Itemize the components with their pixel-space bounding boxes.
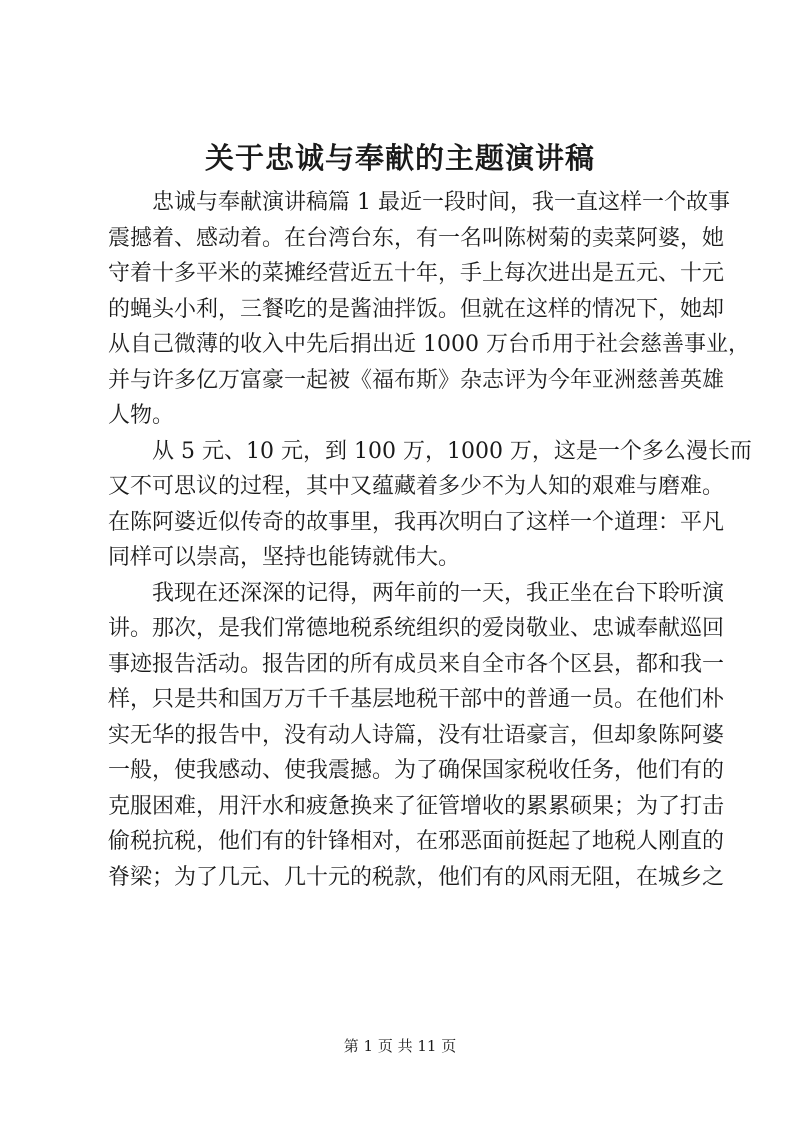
page-footer: 第 1 页 共 11 页 [343, 1037, 457, 1055]
text-line: 守着十多平米的菜摊经营近五十年，手上每次进出是五元、十元 [108, 261, 725, 286]
text-line: 忠诚与奉献演讲稿篇 1 最近一段时间，我一直这样一个故事 [152, 190, 730, 215]
text-line: 又不可思议的过程，其中又蕴藏着多少不为人知的艰难与磨难。 [108, 474, 725, 499]
document-title: 关于忠诚与奉献的主题演讲稿 [204, 141, 595, 175]
text-line: 从自己微薄的收入中先后捐出近 1000 万台币用于社会慈善事业， [108, 332, 750, 357]
document-body [108, 185, 752, 895]
text-line: 并与许多亿万富豪一起被《福布斯》杂志评为今年亚洲慈善英雄 [108, 367, 725, 393]
text-line: 的蝇头小利，三餐吃的是酱油拌饭。但就在这样的情况下，她却 [108, 296, 725, 322]
paragraph [108, 434, 752, 576]
text-line: 一般，使我感动、使我震撼。为了确保国家税收任务，他们有的 [108, 758, 725, 783]
text-line: 从 5 元、10 元，到 100 万，1000 万，这是一个多么漫长而 [152, 438, 752, 464]
text-line: 我现在还深深的记得，两年前的一天，我正坐在台下聆听演 [152, 580, 725, 606]
text-line: 偷税抗税，他们有的针锋相对，在邪恶面前挺起了地税人刚直的 [108, 829, 725, 854]
text-line: 事迹报告活动。报告团的所有成员来自全市各个区县，都和我一 [108, 651, 725, 677]
paragraph [108, 576, 725, 896]
text-line: 克服困难，用汗水和疲惫换来了征管增收的累累硕果；为了打击 [108, 793, 725, 819]
text-line: 样，只是共和国万万千千基层地税干部中的普通一员。在他们朴 [108, 687, 725, 712]
paragraph [108, 185, 750, 434]
text-line: 在陈阿婆近似传奇的故事里，我再次明白了这样一个道理：平凡 [108, 509, 725, 535]
text-line: 实无华的报告中，没有动人诗篇，没有壮语豪言，但却象陈阿婆 [108, 722, 725, 748]
text-line: 人物。 [108, 403, 175, 428]
text-line: 脊梁；为了几元、几十元的税款，他们有的风雨无阻，在城乡之 [108, 864, 725, 890]
text-line: 同样可以崇高，坚持也能铸就伟大。 [108, 545, 461, 570]
text-line: 震撼着、感动着。在台湾台东，有一名叫陈树菊的卖菜阿婆，她 [108, 225, 725, 251]
text-line: 讲。那次，是我们常德地税系统组织的爱岗敬业、忠诚奉献巡回 [108, 616, 725, 641]
